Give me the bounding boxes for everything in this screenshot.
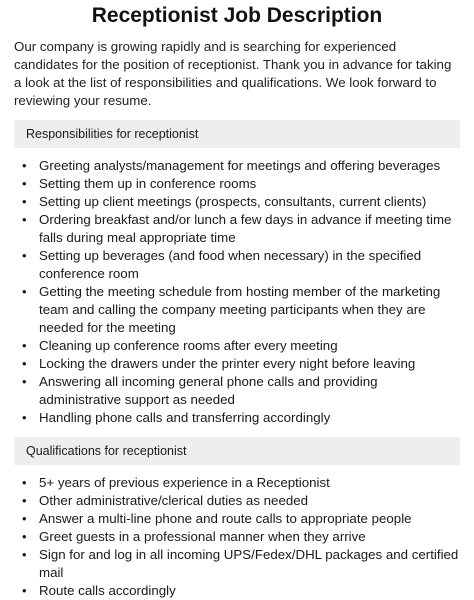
list-item	[20, 409, 460, 427]
list-item	[20, 157, 460, 175]
intro-paragraph: Our company is growing rapidly and is searching for experienced candidates for the position of receptionist. Thank you in advance for taking a look at the list of responsibilities and qualifications. We look forward to reviewing your resume.	[14, 39, 452, 108]
list-item-text: 5+ years of previous experience in a Receptionist	[39, 475, 330, 490]
bullet-icon: •	[22, 374, 27, 389]
list-item-text: Answering all incoming general phone calls and providing administrative support as needed	[39, 374, 378, 407]
list-item-text: Ordering breakfast and/or lunch a few days in advance if meeting time falls during meal appropriate time	[39, 212, 452, 245]
list-item	[20, 582, 460, 600]
list-item-text: Cleaning up conference rooms after every meeting	[39, 338, 338, 353]
list-item-text: Answer a multi-line phone and route calls to appropriate people	[39, 511, 412, 526]
bullet-icon: •	[22, 158, 27, 173]
list-item	[20, 510, 460, 528]
bullet-icon: •	[22, 356, 27, 371]
bullet-icon: •	[22, 529, 27, 544]
list-item-text: Getting the meeting schedule from hosting member of the marketing team and calling the company meeting participants when they are needed for the meeting	[39, 284, 441, 335]
list-item	[20, 283, 460, 337]
bullet-icon: •	[22, 410, 27, 425]
list-item	[20, 355, 460, 373]
list-item-text: Sign for and log in all incoming UPS/Fedex/DHL packages and certified mail	[39, 547, 459, 580]
bullet-icon: •	[22, 547, 27, 562]
bullet-icon: •	[22, 284, 27, 299]
list-item-text: Handling phone calls and transferring accordingly	[39, 410, 331, 425]
list-item	[20, 373, 460, 409]
qualifications-list	[14, 474, 460, 600]
bullet-icon: •	[22, 338, 27, 353]
list-item	[20, 175, 460, 193]
bullet-icon: •	[22, 194, 27, 209]
list-item	[20, 492, 460, 510]
bullet-icon: •	[22, 248, 27, 263]
responsibilities-heading: Responsibilities for receptionist	[14, 120, 460, 148]
list-item	[20, 528, 460, 546]
list-item	[20, 474, 460, 492]
bullet-icon: •	[22, 583, 27, 598]
bullet-icon: •	[22, 493, 27, 508]
list-item-text: Setting up client meetings (prospects, consultants, current clients)	[39, 194, 427, 209]
bullet-icon: •	[22, 176, 27, 191]
list-item-text: Setting up beverages (and food when necessary) in the specified conference room	[39, 248, 422, 281]
responsibilities-list	[14, 157, 460, 427]
qualifications-heading: Qualifications for receptionist	[14, 437, 460, 465]
list-item	[20, 546, 460, 582]
bullet-icon: •	[22, 511, 27, 526]
list-item	[20, 337, 460, 355]
list-item-text: Greeting analysts/management for meetings and offering beverages	[39, 158, 441, 173]
list-item	[20, 211, 460, 247]
bullet-icon: •	[22, 475, 27, 490]
list-item-text: Locking the drawers under the printer every night before leaving	[39, 356, 416, 371]
list-item	[20, 193, 460, 211]
list-item-text: Route calls accordingly	[39, 583, 176, 598]
list-item-text: Setting them up in conference rooms	[39, 176, 257, 191]
page-title: Receptionist Job Description	[91, 4, 383, 27]
list-item	[20, 247, 460, 283]
list-item-text: Other administrative/clerical duties as needed	[39, 493, 309, 508]
list-item-text: Greet guests in a professional manner when they arrive	[39, 529, 366, 544]
bullet-icon: •	[22, 212, 27, 227]
